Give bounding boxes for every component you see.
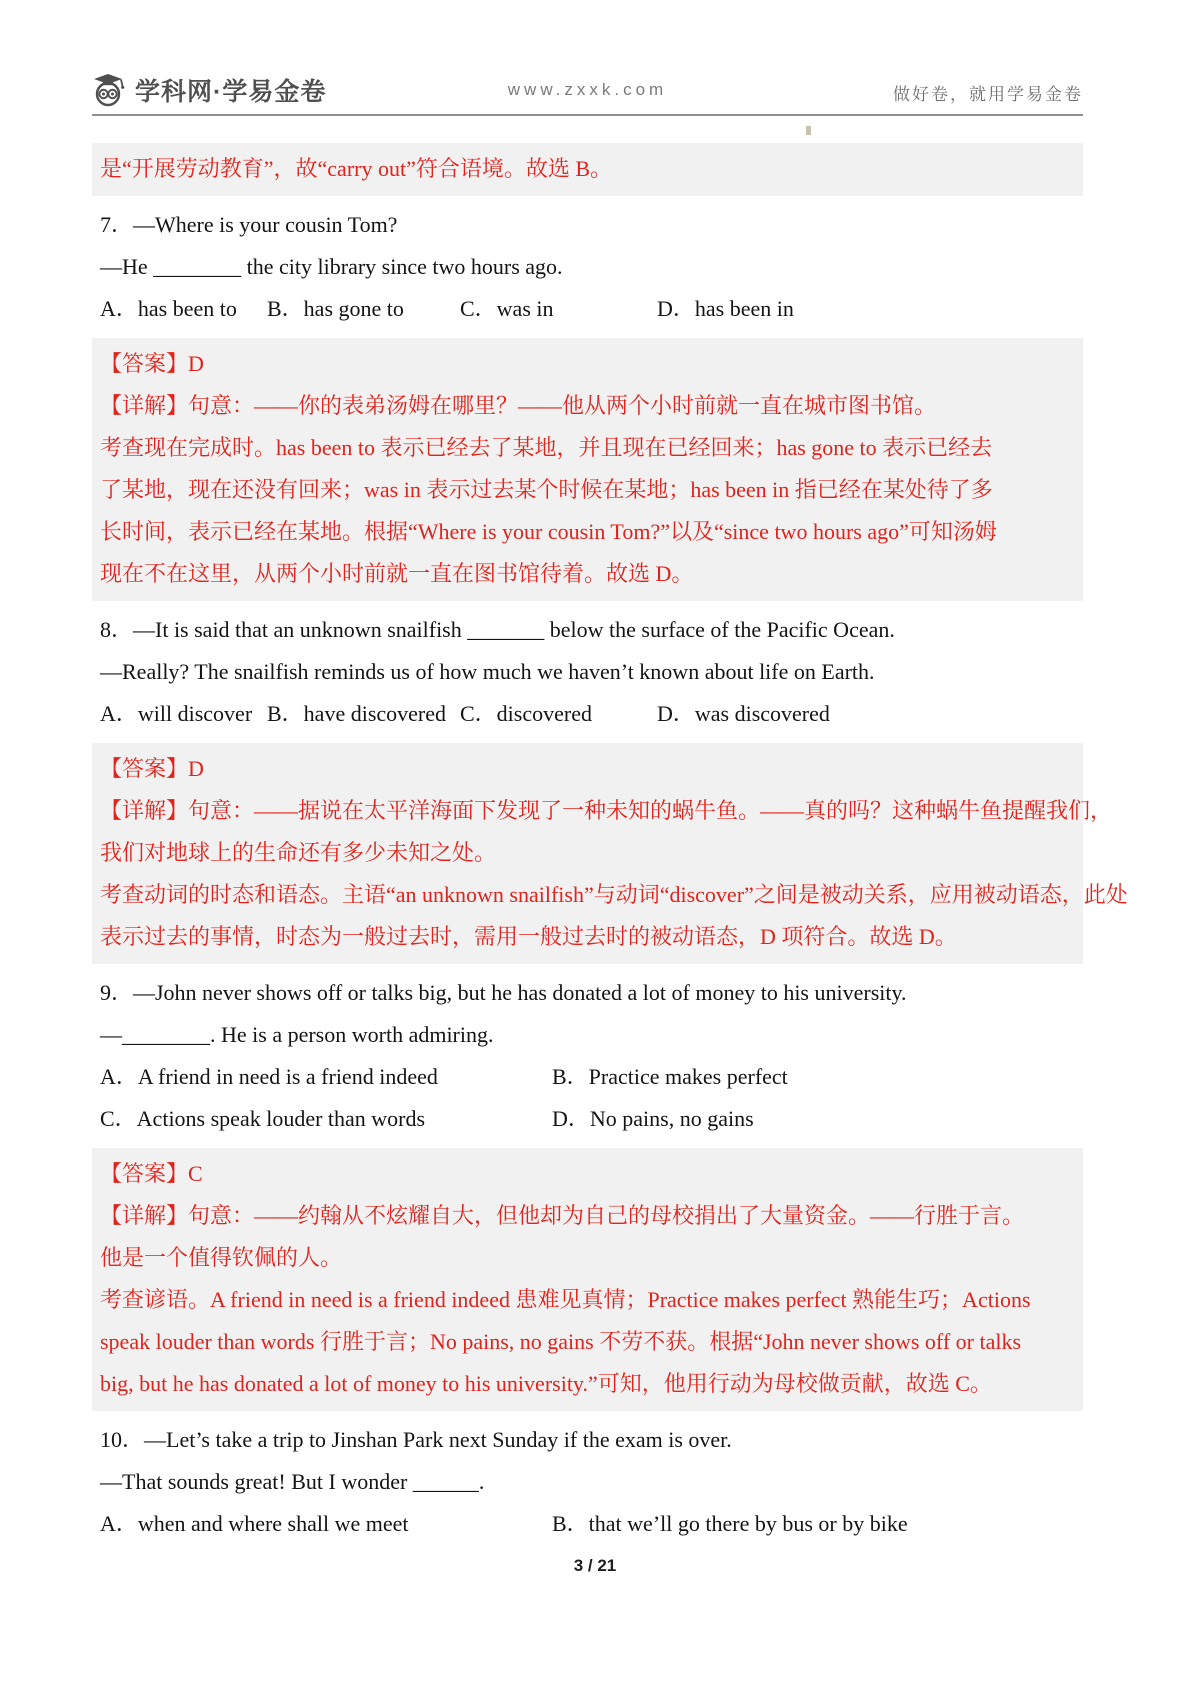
question-stem-line: 10．—Let’s take a trip to Jinshan Park next Sunday if the exam is over. — [100, 1427, 732, 1452]
page-header — [92, 68, 1083, 116]
answer-block — [92, 143, 1083, 196]
question-stem-line: 8．—It is said that an unknown snailfish _______ below the surface of the Pacific Ocean. — [100, 617, 895, 642]
question-stem-line: 7．—Where is your cousin Tom? — [100, 212, 398, 237]
option-row — [92, 1503, 1083, 1545]
question-block — [92, 204, 1083, 330]
answer-block — [92, 338, 1083, 601]
answer-line: 【详解】句意：——你的表弟汤姆在哪里？——他从两个小时前就一直在城市图书馆。 — [100, 393, 937, 418]
question-stem-line: —Really? The snailfish reminds us of how much we haven’t known about life on Earth. — [100, 659, 875, 684]
answer-block — [92, 743, 1128, 964]
option-row — [92, 693, 1083, 735]
page-footer — [0, 1556, 1190, 1576]
question-stem-line: —That sounds great! But I wonder ______. — [100, 1469, 485, 1494]
question-block — [92, 609, 1083, 735]
answer-line: 【详解】句意：——约翰从不炫耀自大，但他却为自己的母校捐出了大量资金。——行胜于言。 — [100, 1203, 1025, 1228]
page-number: 3 / 21 — [573, 1556, 617, 1575]
answer-line: 是“开展劳动教育”，故“carry out”符合语境。故选 B。 — [100, 156, 613, 181]
option-item: C．was in — [460, 296, 554, 321]
answer-line: 长时间，表示已经在某地。根据“Where is your cousin Tom?”以及“since two hours ago”可知汤姆 — [100, 519, 997, 544]
answer-line: 【答案】D — [100, 351, 204, 376]
logo-text: 学科网·学易金卷 — [135, 78, 327, 106]
answer-line: 考查现在完成时。has been to 表示已经去了某地，并且现在已经回来；has gone to 表示已经去 — [100, 435, 993, 460]
answer-line: speak louder than words 行胜于言；No pains, no gains 不劳不获。根据“John never shows off or talks — [100, 1329, 1022, 1354]
question-stem-line: —________. He is a person worth admiring. — [100, 1022, 494, 1047]
option-item: B．has gone to — [267, 296, 404, 321]
answer-line: 考查谚语。A friend in need is a friend indeed 患难见真情；Practice makes perfect 熟能生巧；Actions — [100, 1287, 1031, 1312]
option-item: D．has been in — [657, 296, 794, 321]
answer-block — [92, 1148, 1083, 1411]
content-area — [92, 114, 1128, 1553]
answer-line: 现在不在这里，从两个小时前就一直在图书馆待着。故选 D。 — [100, 561, 694, 586]
option-item: D．No pains, no gains — [552, 1106, 754, 1131]
answer-line: 我们对地球上的生命还有多少未知之处。 — [100, 840, 497, 865]
question-stem-line: 9．—John never shows off or talks big, but he has donated a lot of money to his university. — [100, 980, 907, 1005]
question-block — [92, 972, 1083, 1140]
answer-line: 【详解】句意：——据说在太平洋海面下发现了一种未知的蜗牛鱼。——真的吗？这种蜗牛鱼提醒我们， — [100, 798, 1113, 823]
question-stem-line: —He ________ the city library since two hours ago. — [100, 254, 563, 279]
answer-line: 了某地，现在还没有回来；was in 表示过去某个时候在某地；has been in 指已经在某处待了多 — [100, 477, 993, 502]
option-item: A．A friend in need is a friend indeed — [100, 1064, 438, 1089]
option-item: A．when and where shall we meet — [100, 1511, 409, 1536]
answer-line: 【答案】D — [100, 756, 204, 781]
option-item: A．will discover — [100, 701, 253, 726]
answer-line: big, but he has donated a lot of money to his university.”可知，他用行动为母校做贡献，故选 C。 — [100, 1371, 992, 1396]
option-row — [92, 1056, 1083, 1098]
question-block — [92, 1419, 1083, 1545]
answer-line: 他是一个值得钦佩的人。 — [100, 1245, 343, 1270]
header-slogan: 做好卷，就用学易金卷 — [893, 85, 1083, 104]
answer-line: 表示过去的事情，时态为一般过去时，需用一般过去时的被动语态，D 项符合。故选 D。 — [100, 924, 957, 949]
option-item: B．have discovered — [267, 701, 446, 726]
option-item: C．discovered — [460, 701, 592, 726]
answer-line: 【答案】C — [100, 1161, 203, 1186]
option-item: C．Actions speak louder than words — [100, 1106, 426, 1131]
owl-graduate-icon — [92, 72, 128, 108]
option-row — [92, 288, 1083, 330]
option-item: B．Practice makes perfect — [552, 1064, 788, 1089]
site-url: www.zxxk.com — [507, 80, 668, 99]
option-item: A．has been to — [100, 296, 237, 321]
option-row — [92, 1098, 1083, 1140]
answer-line: 考查动词的时态和语态。主语“an unknown snailfish”与动词“discover”之间是被动关系，应用被动语态，此处 — [100, 882, 1128, 907]
site-logo — [92, 72, 326, 108]
option-item: B．that we’ll go there by bus or by bike — [552, 1511, 908, 1536]
option-item: D．was discovered — [657, 701, 830, 726]
